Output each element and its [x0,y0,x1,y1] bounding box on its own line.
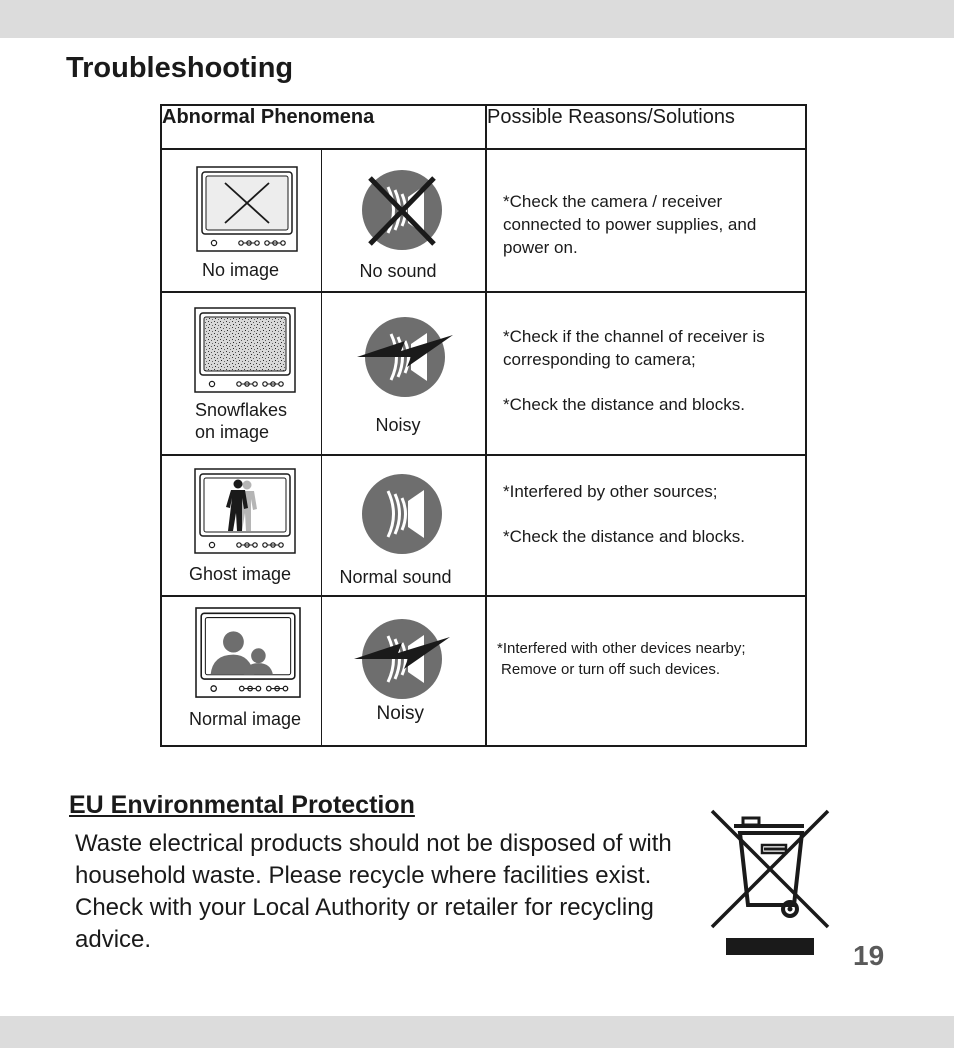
table-header-row [161,105,806,149]
table-row [161,596,806,746]
image-caption: Snowflakes on image [195,400,288,442]
phenomena-image-cell [161,455,321,596]
tv-no-image-icon [196,166,298,252]
speaker-noisy-icon [352,619,462,703]
eu-protection-heading: EU Environmental Protection [69,791,415,819]
speaker-normal-icon [362,474,442,554]
phenomena-sound-cell [321,596,486,746]
solution-cell [486,596,806,746]
solution-text: *Interfered by other sources; *Check the distance and blocks. [503,482,745,546]
speaker-muted-icon [362,170,442,250]
tv-static-icon [194,307,296,393]
phenomena-sound-cell [321,149,486,292]
sound-caption: Noisy [375,415,421,435]
phenomena-sound-cell [321,455,486,596]
page-number: 19 [853,940,885,971]
table-row [161,292,806,455]
solution-cell [486,149,806,292]
sound-caption: Normal sound [339,567,452,587]
solution-cell [486,292,806,455]
image-caption: No image [202,260,280,280]
eu-protection-text: Waste electrical products should not be disposed of with household waste. Please recycle where facilities exist. Check with your Local Authority or retailer for recycling advice. [75,830,672,953]
header-abnormal-phenomena: Abnormal Phenomena [161,105,486,149]
image-caption: Normal image [189,709,302,729]
troubleshooting-table [160,104,807,747]
solution-text: *Check if the channel of receiver is corresponding to camera; *Check the distance and blocks. [503,327,765,414]
weee-crossed-bin-icon [706,805,836,957]
solution-text: *Interfered with other devices nearby; Remove or turn off such devices. [497,640,746,678]
page-title: Troubleshooting [66,52,294,84]
speaker-noisy-icon [355,317,461,401]
phenomena-sound-cell [321,292,486,455]
solution-text: *Check the camera / receiver connected to power supplies, and power on. [503,192,757,257]
phenomena-image-cell [161,149,321,292]
tv-ghost-image-icon [194,468,296,554]
bottom-band [0,1016,954,1048]
header-possible-solutions: Possible Reasons/Solutions [486,105,806,149]
phenomena-image-cell [161,292,321,455]
table-row [161,149,806,292]
top-band [0,0,954,38]
table-row [161,455,806,596]
phenomena-image-cell [161,596,321,746]
image-caption: Ghost image [189,564,292,584]
tv-normal-image-icon [195,607,301,699]
solution-cell [486,455,806,596]
sound-caption: No sound [359,261,437,281]
sound-caption: Noisy [376,703,425,724]
